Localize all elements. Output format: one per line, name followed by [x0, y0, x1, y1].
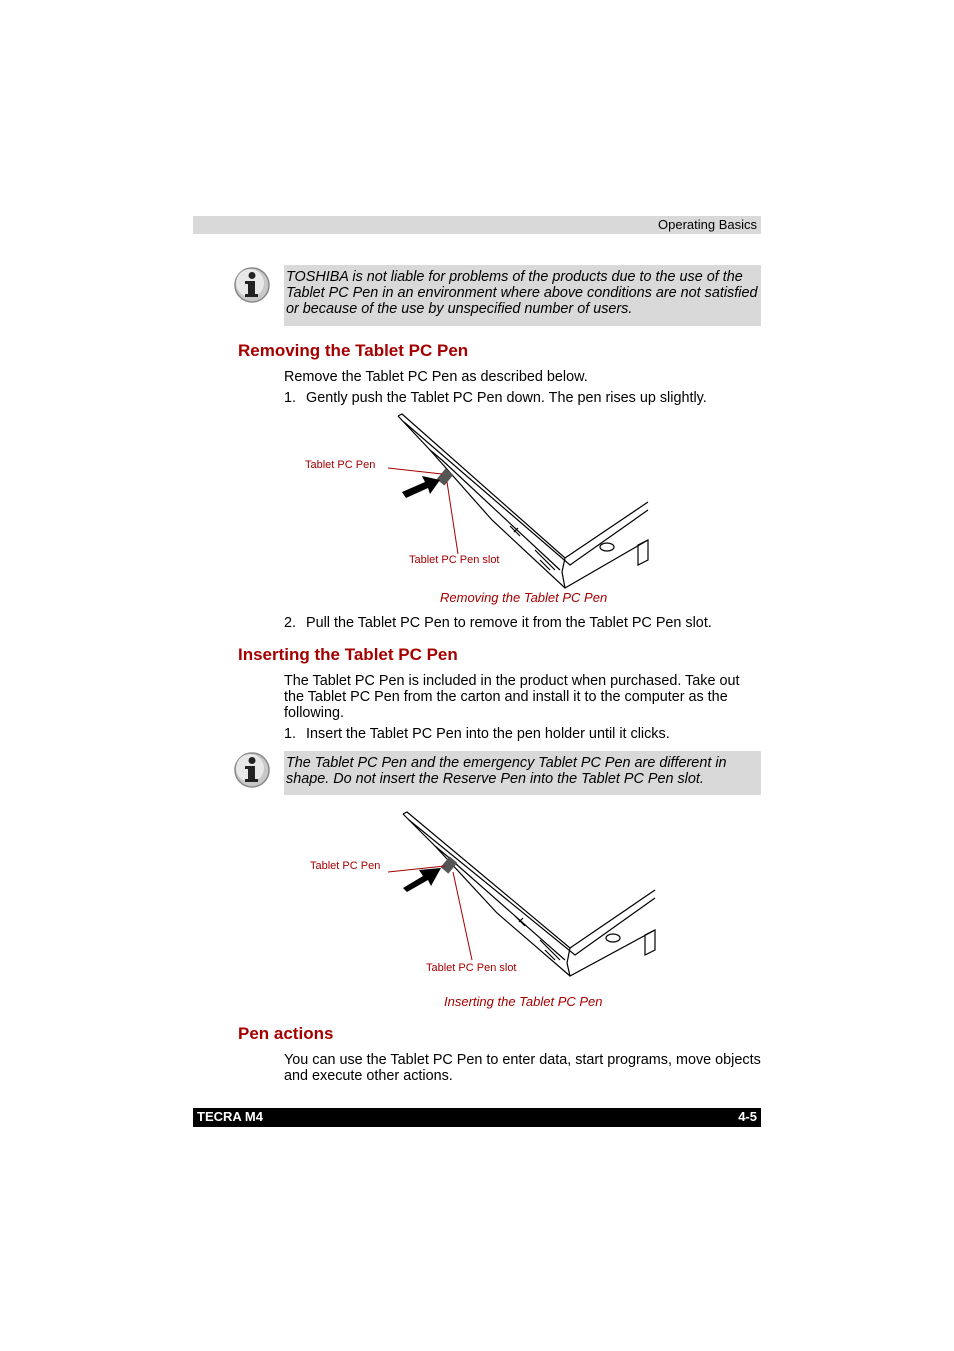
removing-intro: Remove the Tablet PC Pen as described below. — [284, 369, 588, 385]
section-heading-inserting: Inserting the Tablet PC Pen — [238, 645, 458, 664]
step-text: Gently push the Tablet PC Pen down. The pen rises up slightly. — [306, 390, 707, 406]
inserting-step-1 — [284, 726, 761, 742]
note-box-reserve-pen — [284, 751, 761, 795]
step-number: 1. — [284, 390, 297, 406]
removing-pen-illustration — [380, 410, 655, 595]
note-text: TOSHIBA is not liable for problems of the products due to the use of the Tablet PC Pen in an environment where above conditions are not satisfied or because of the use by unspecified number of users. — [286, 269, 758, 317]
callout-tablet-pc-pen-slot: Tablet PC Pen slot — [409, 554, 500, 566]
note-box-liability — [284, 265, 761, 326]
info-icon — [233, 751, 271, 789]
step-text: Insert the Tablet PC Pen into the pen holder until it clicks. — [306, 726, 670, 742]
removing-step-1 — [284, 390, 761, 406]
step-number: 1. — [284, 726, 297, 742]
figure-caption-removing: Removing the Tablet PC Pen — [440, 590, 608, 605]
callout-tablet-pc-pen-slot: Tablet PC Pen slot — [426, 962, 517, 974]
inserting-pen-illustration — [385, 808, 660, 983]
inserting-intro: The Tablet PC Pen is included in the product when purchased. Take out the Tablet PC Pen from the carton and install it to the computer as the following. — [284, 673, 740, 721]
header-bar — [193, 216, 761, 234]
note-text: The Tablet PC Pen and the emergency Tablet PC Pen are different in shape. Do not insert the Reserve Pen into the Tablet PC Pen slot. — [286, 755, 727, 787]
section-heading-removing: Removing the Tablet PC Pen — [238, 341, 469, 360]
footer-page-number: 4-5 — [738, 1109, 757, 1124]
header-section-title: Operating Basics — [658, 217, 757, 232]
footer-model: TECRA M4 — [197, 1109, 263, 1124]
info-icon — [233, 266, 271, 304]
footer-bar — [193, 1108, 761, 1127]
figure-caption-inserting: Inserting the Tablet PC Pen — [444, 994, 603, 1009]
removing-step-2 — [284, 615, 761, 631]
callout-tablet-pc-pen: Tablet PC Pen — [305, 459, 376, 471]
step-text: Pull the Tablet PC Pen to remove it from the Tablet PC Pen slot. — [306, 615, 712, 631]
step-number: 2. — [284, 615, 297, 631]
pen-actions-text: You can use the Tablet PC Pen to enter data, start programs, move objects and execute other actions. — [284, 1052, 761, 1084]
section-heading-pen-actions: Pen actions — [238, 1024, 334, 1043]
callout-tablet-pc-pen: Tablet PC Pen — [310, 860, 381, 872]
